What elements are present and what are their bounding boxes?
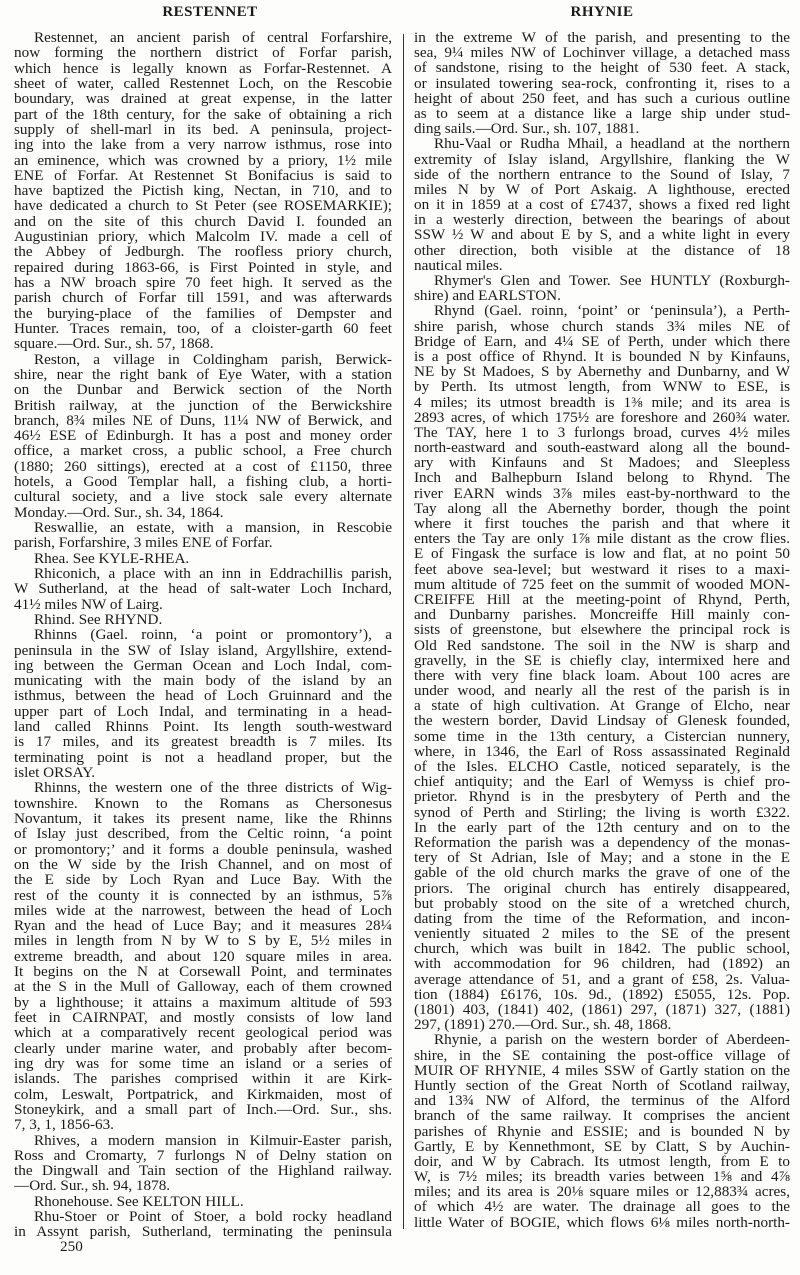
text-line: parishes of Rhynie and ESSIE; and is bounded N by: [414, 1123, 790, 1139]
text-line: peninsula in the SW of Islay island, Argyllshire, extend-: [14, 642, 392, 658]
text-line: clearly under marine water, and probably after becom-: [14, 1040, 392, 1056]
text-line: CREIFFE Hill at the meeting-point of Rhynd, Perth,: [414, 591, 790, 608]
text-line: Hunter. Traces remain, too, of a cloister-garth 60 feet: [14, 320, 392, 337]
text-line: where, in 1346, the Earl of Ross assassinated Reginald: [414, 743, 790, 759]
text-line: the Abbey of Jedburgh. The roofless priory church,: [14, 244, 392, 260]
text-line: Huntly section of the Great North of Scotland railway,: [414, 1077, 790, 1094]
text-line: tery of St Adrian, Isle of May; and a stone in the E: [414, 850, 790, 866]
text-line: townshire. Known to the Romans as Chersonesus: [14, 795, 392, 811]
page-number: 250: [60, 1238, 83, 1255]
text-line: Rhinns, the western one of the three districts of Wig-: [34, 780, 392, 796]
text-line: side of the northern entrance to the Sound of Islay, 7: [414, 166, 790, 182]
text-line: 4 miles; its utmost breadth is 1⅜ mile; and its area is: [414, 394, 790, 410]
text-line: Novantum, it takes its present name, like the Rhinns: [14, 810, 392, 827]
text-line: sheet of water, called Restennet Loch, on the Rescobie: [14, 75, 392, 92]
text-line: Rhynie, a parish on the western border of Aberdeen-: [434, 1032, 790, 1048]
text-line: the western border, David Lindsay of Glenesk founded,: [414, 713, 790, 729]
text-line: a state of high cultivation. At Grange of Elcho, near: [414, 698, 790, 714]
column-divider: [403, 34, 404, 1229]
text-line: isthmus, between the head of Loch Gruinnard and the: [14, 688, 392, 704]
text-line: Inch and Balhepburn Island belong to Rhynd. The: [414, 470, 790, 486]
text-line: Reswallie, an estate, with a mansion, in Rescobie: [34, 520, 392, 536]
text-line: some time in the 13th century, a Cistercian nunnery,: [414, 728, 790, 744]
text-line: The TAY, here 1 to 3 furlongs broad, curves 4½ miles: [414, 424, 790, 441]
text-line: Reformation the parish was a dependency of the monas-: [414, 834, 790, 851]
text-line: 7, 3, 1, 1856-63.: [14, 1117, 114, 1133]
text-line: Rhiconich, a place with an inn in Eddrachillis parish,: [34, 565, 392, 582]
text-line: ing dry was for some time an island or a series of: [14, 1055, 392, 1072]
text-line: hotels, a Good Templar hall, a fishing club, a horti-: [14, 474, 392, 490]
running-head-right: RHYNIE: [570, 4, 634, 20]
text-line: miles; and its area is 20⅛ square miles or 12,883¾ acres,: [414, 1184, 790, 1200]
text-line: Rhind. See RHYND.: [34, 611, 163, 628]
text-line: have baptized the Pictish king, Nectan, in 710, and to: [14, 183, 392, 199]
text-line: there with very fine black loam. About 100 acres are: [414, 667, 790, 684]
text-line: and Dunbarny parishes. Moncreiffe Hill mainly con-: [414, 607, 790, 623]
text-line: enters the Tay are only 1⅞ mile distant as the crow flies.: [414, 531, 790, 547]
text-line: ing between the German Ocean and Loch Indal, com-: [14, 657, 392, 674]
text-line: 46½ ESE of Edinburgh. It has a post and money order: [14, 428, 392, 444]
text-line: 2893 acres, of which 175½ are foreshore and 260¾ water.: [414, 409, 790, 425]
text-line: miles wide at the narrowest, between the head of Loch: [14, 902, 392, 919]
text-line: north-eastward and south-eastward along all the bound-: [414, 440, 790, 456]
text-line: miles N by W of Port Askaig. A lighthouse, erected: [414, 181, 790, 198]
text-line: is 17 miles, and its greatest breadth is 7 miles. Its: [14, 734, 392, 750]
text-line: Bridge of Earn, and 4¼ SE of Perth, under which there: [414, 333, 790, 349]
text-line: W Sutherland, at the head of salt-water Loch Inchard,: [14, 581, 392, 597]
text-line: Rhu-Vaal or Rudha Mhail, a headland at the northern: [434, 136, 790, 152]
text-line: average attendance of 51, and a grant of £58, 2s. Valua-: [414, 971, 790, 987]
text-line: British railway, at the junction of the Berwickshire: [14, 397, 392, 413]
text-line: in Assynt parish, Sutherland, terminating the peninsula: [14, 1224, 392, 1240]
text-line: have dedicated a church to St Peter (see ROSEMARKIE);: [14, 198, 392, 214]
text-line: of which 4½ are water. The drainage all goes to the: [414, 1199, 790, 1215]
text-line: extremity of Islay island, Argyllshire, flanking the W: [414, 151, 790, 167]
text-line: little Water of BOGIE, which flows 6⅛ miles north-north-: [414, 1214, 790, 1230]
text-line: terminating point is not a headland proper, but the: [14, 749, 392, 765]
text-line: branch of the same railway. It comprises the ancient: [414, 1108, 790, 1124]
text-line: (1880; 260 sittings), erected at a cost of £1150, three: [14, 458, 392, 475]
text-line: the burying-place of the families of Dempster and: [14, 305, 392, 321]
text-line: ing into the lake from a very narrow isthmus, rose into: [14, 137, 392, 153]
text-line: which at a comparatively recent geological period was: [14, 1025, 392, 1041]
text-line: municating with the main body of the island by an: [14, 673, 392, 689]
text-line: prietor. Rhynd is in the presbytery of Perth and the: [414, 789, 790, 805]
text-line: nautical miles.: [414, 257, 503, 273]
text-line: Rhea. See KYLE-RHEA.: [34, 550, 190, 566]
text-column-left: [14, 30, 392, 1240]
text-line: In the early part of the 12th century and on to the: [414, 819, 790, 835]
text-line: branch, 8¾ miles NE of Duns, 11¼ NW of Berwick, and: [14, 412, 392, 429]
text-line: parish, Forfarshire, 3 miles ENE of Forfar.: [14, 535, 273, 551]
text-line: has a NW broach spire 70 feet high. It served as the: [14, 275, 392, 291]
text-line: or promontory;’ and it forms a double peninsula, washed: [14, 841, 392, 857]
text-line: colm, Leswalt, Portpatrick, and Kirkmaiden, most of: [14, 1086, 392, 1102]
text-line: part of the 18th century, for the sake of obtaining a rich: [14, 106, 392, 122]
text-line: parish church of Forfar till 1591, and was afterwards: [14, 290, 392, 306]
text-line: square.—Ord. Sur., sh. 57, 1868.: [14, 336, 214, 352]
text-line: shire, in the SE containing the post-office village of: [414, 1047, 790, 1063]
text-line: rest of the county it is connected by an isthmus, 5⅞: [14, 887, 392, 903]
text-column-right: [414, 30, 790, 1230]
text-line: islet ORSAY.: [14, 765, 96, 781]
text-line: church, which was built in 1842. The public school,: [414, 941, 790, 957]
text-line: Monday.—Ord. Sur., sh. 34, 1864.: [14, 504, 224, 520]
text-line: and 13¾ NW of Alford, the terminus of the Alford: [414, 1093, 790, 1109]
text-line: in the extreme W of the parish, and presenting to the: [414, 30, 790, 46]
text-line: shire) and EARLSTON.: [414, 288, 561, 304]
text-line: Stoneykirk, and a small part of Inch.—Ord. Sur., shs.: [14, 1101, 392, 1118]
text-line: tion (1884) £6176, 10s. 9d., (1892) £5055, 12s. Pop.: [414, 986, 790, 1002]
text-line: chief antiquity; and the Earl of Wemyss is chief pro-: [414, 774, 790, 790]
text-line: where it first touches the parish and that where it: [414, 516, 790, 532]
text-line: the Dingwall and Tain section of the Highland railway.: [14, 1163, 392, 1179]
text-line: priors. The original church has entirely disappeared,: [414, 880, 790, 896]
text-line: Augustinian priory, which Malcolm IV. made a cell of: [14, 229, 392, 245]
text-line: 297, (1891) 270.—Ord. Sur., sh. 48, 1868.: [414, 1017, 672, 1033]
text-line: land called Rhinns Point. Its length south-westward: [14, 719, 392, 735]
text-line: Rhu-Stoer or Point of Stoer, a bold rocky headland: [34, 1209, 392, 1225]
text-line: upper part of Loch Indal, and terminating in a head-: [14, 703, 392, 720]
text-line: Gartly, E by Kennethmont, SE by Clatt, S by Auchin-: [414, 1138, 790, 1154]
text-line: gable of the old church marks the grave of one of the: [414, 865, 790, 881]
text-line: Rhymer's Glen and Tower. See HUNTLY (Roxburgh-: [434, 273, 790, 289]
text-line: SSW ½ W and about E by S, and a white light in every: [414, 227, 790, 243]
text-line: Rhynd (Gael. roinn, ‘point’ or ‘peninsula’), a Perth-: [434, 303, 790, 319]
text-line: now forming the northern district of Forfar parish,: [14, 45, 392, 61]
text-line: It begins on the N at Corsewall Point, and terminates: [14, 964, 392, 980]
text-line: islands. The parishes comprised within it are Kirk-: [14, 1071, 392, 1087]
text-line: miles in length from N by W to S by E, 5½ miles in: [14, 933, 392, 949]
text-line: but probably stood on the site of a wretched church,: [414, 895, 790, 911]
text-line: repaired during 1863-66, is First Pointed in style, and: [14, 259, 392, 275]
text-line: supply of shell-marl in its bed. A peninsula, project-: [14, 121, 392, 138]
text-line: at the S in the Mull of Galloway, each of them crowned: [14, 979, 392, 995]
text-line: with accommodation for 96 children, had (1892) an: [414, 956, 790, 972]
text-line: is a post office of Rhynd. It is bounded N by Kinfauns,: [414, 348, 790, 365]
text-line: boundary, was drained at great expense, in the latter: [14, 91, 392, 107]
text-line: height of about 250 feet, and has such a curious outline: [414, 90, 790, 106]
text-line: of sandstone, rising to the height of 530 feet. A stack,: [414, 60, 790, 76]
text-line: gravelly, in the SE is chiefly clay, intermixed here and: [414, 652, 790, 668]
text-line: Ryan and the head of Luce Bay; and it measures 28¼: [14, 918, 392, 934]
text-line: and on the site of this church David I. founded an: [14, 213, 392, 230]
text-line: MUIR OF RHYNIE, 4 miles SSW of Gartly station on the: [414, 1062, 790, 1078]
text-line: feet in CAIRNPAT, and mostly consists of low land: [14, 1010, 392, 1026]
text-line: on the W side by the Irish Channel, and on most of: [14, 856, 392, 873]
text-line: in a westerly direction, between the bearings of about: [414, 212, 790, 228]
text-line: by Perth. Its utmost length, from WNW to ESE, is: [414, 379, 790, 395]
text-line: feet above sea-level; but westward it rises to a maxi-: [414, 561, 790, 577]
text-line: the E side by Loch Ryan and Luce Bay. With the: [14, 872, 392, 888]
text-line: other direction, both visible at the distance of 18: [414, 242, 790, 258]
text-line: Ross and Cromarty, 7 furlongs N of Delny station on: [14, 1147, 392, 1164]
text-line: cultural society, and a live stock sale every alternate: [14, 489, 392, 505]
text-line: of the Isles. ELCHO Castle, noticed separately, is the: [414, 759, 790, 775]
text-line: ding sails.—Ord. Sur., sh. 107, 1881.: [414, 121, 640, 137]
text-line: which hence is legally known as Forfar-Restennet. A: [14, 60, 392, 76]
text-line: E of Fingask the surface is low and flat, at no point 50: [414, 546, 790, 562]
running-head-left: RESTENNET: [162, 4, 258, 20]
text-line: Reston, a village in Coldingham parish, Berwick-: [34, 351, 392, 367]
text-line: on it in 1859 at a cost of £7437, shows a fixed red light: [414, 197, 790, 213]
text-line: W, is 7½ miles; its breadth varies between 1⅝ and 4⅞: [414, 1169, 790, 1185]
text-line: extreme breadth, and about 120 square miles in area.: [14, 948, 392, 965]
text-line: office, a market cross, a public school, a Free church: [14, 443, 392, 459]
text-line: Old Red sandstone. The soil in the NW is sharp and: [414, 637, 790, 653]
text-line: Rhives, a modern mansion in Kilmuir-Easter parish,: [34, 1132, 392, 1148]
text-line: mum altitude of 725 feet on the summit of wooded MON-: [414, 576, 790, 592]
text-line: Tay along all the Abernethy border, though the point: [414, 500, 790, 516]
text-line: or insulated towering sea-rock, confronting it, rises to a: [414, 75, 790, 91]
text-line: under wood, and nearly all the rest of the parish is in: [414, 683, 790, 699]
text-line: sists of greenstone, but elsewhere the principal rock is: [414, 622, 790, 638]
text-line: as to seem at a distance like a large ship under stud-: [414, 105, 790, 122]
text-line: NE by St Madoes, S by Abernethy and Dunbarny, and W: [414, 364, 790, 380]
text-line: sea, 9¼ miles NW of Lochinver village, a detached mass: [414, 45, 790, 61]
text-line: doir, and W by Cabrach. Its utmost length, from E to: [414, 1153, 790, 1170]
text-line: ary with Kinfauns and St Madoes; and Sleepless: [414, 455, 790, 471]
text-line: shire, near the right bank of Eye Water, with a station: [14, 366, 392, 383]
text-line: veniently situated 2 miles to the SE of the present: [414, 926, 790, 942]
text-line: ENE of Forfar. At Restennet St Bonifacius is said to: [14, 167, 392, 184]
text-line: synod of Perth and Stirling; the living is worth £322.: [414, 804, 790, 820]
text-line: shire parish, whose church stands 3¾ miles NE of: [414, 318, 790, 334]
text-line: on the Dunbar and Berwick section of the North: [14, 382, 392, 398]
text-line: —Ord. Sur., sh. 94, 1878.: [14, 1178, 171, 1194]
text-line: an eminence, which was crowned by a priory, 1½ mile: [14, 152, 392, 168]
text-line: 41½ miles NW of Lairg.: [14, 596, 163, 612]
text-line: Rhonehouse. See KELTON HILL.: [34, 1193, 244, 1210]
text-line: by a lighthouse; it attains a maximum altitude of 593: [14, 994, 392, 1010]
text-line: (1801) 403, (1841) 402, (1861) 297, (1871) 327, (1881): [414, 1002, 790, 1018]
text-line: dating from the time of the Reformation, and incon-: [414, 910, 790, 927]
text-line: of Islay just described, from the Celtic roinn, ‘a point: [14, 826, 392, 842]
text-line: river EARN winds 3⅞ miles east-by-northward to the: [414, 485, 790, 501]
text-line: Restennet, an ancient parish of central Forfarshire,: [34, 30, 392, 46]
text-line: Rhinns (Gael. roinn, ‘a point or promontory’), a: [34, 627, 392, 643]
